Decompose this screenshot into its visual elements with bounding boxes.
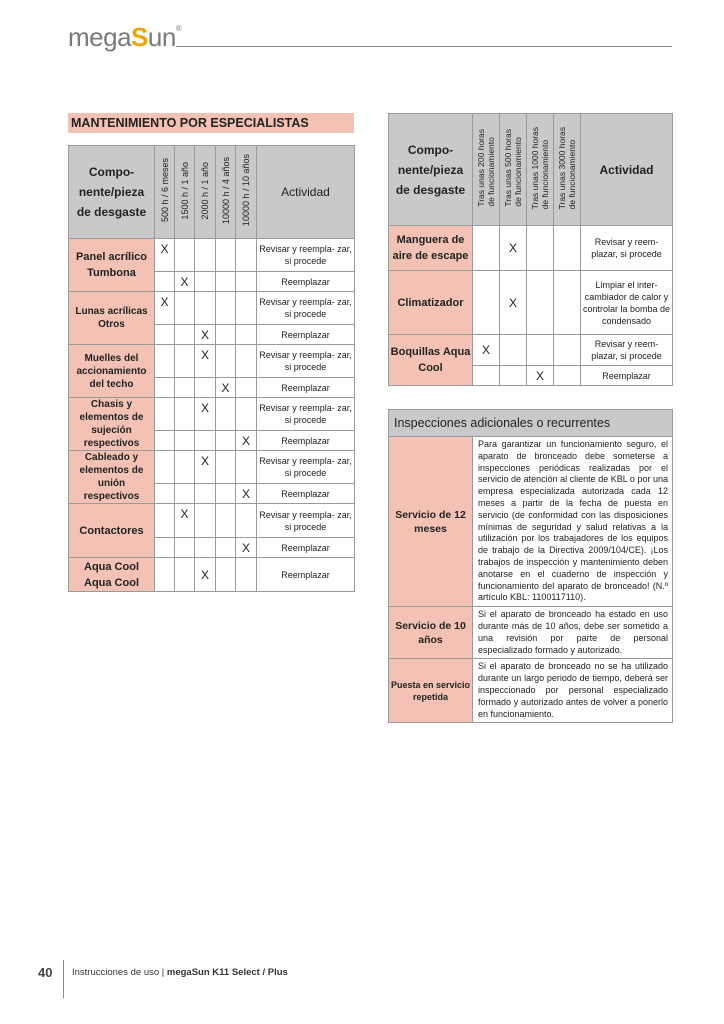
mark-cell — [155, 451, 175, 484]
table-row — [69, 398, 355, 431]
interval-header: Tras unas 200 horas de funcionamiento — [473, 114, 500, 226]
interval-header: 500 h / 6 meses — [155, 146, 175, 239]
activity-cell: Revisar y reem- plazar, si procede — [581, 226, 673, 271]
mark-cell — [175, 558, 195, 592]
mark-cell — [216, 484, 236, 504]
mark-cell: X — [155, 292, 175, 325]
mark-cell — [195, 431, 216, 451]
component-cell: Manguera de aire de escape — [389, 226, 473, 271]
mark-cell — [236, 451, 257, 484]
mark-cell — [216, 345, 236, 378]
mark-cell — [175, 292, 195, 325]
mark-cell: X — [195, 558, 216, 592]
interval-header: Tras unas 3000 horas de funcionamiento — [554, 114, 581, 226]
mark-cell — [175, 345, 195, 378]
component-cell: Boquillas Aqua Cool — [389, 335, 473, 386]
mark-cell — [216, 292, 236, 325]
mark-cell — [216, 272, 236, 292]
mark-cell — [236, 325, 257, 345]
activity-cell: Reemplazar — [257, 431, 355, 451]
mark-cell — [236, 398, 257, 431]
mark-cell — [216, 398, 236, 431]
mark-cell: X — [155, 239, 175, 272]
mark-cell — [473, 226, 500, 271]
mark-cell — [175, 431, 195, 451]
inspection-row — [389, 437, 673, 607]
inspections-table — [388, 409, 673, 723]
mark-cell: X — [473, 335, 500, 366]
inspections-title: Inspecciones adicionales o recurrentes — [389, 410, 673, 437]
inspection-text: Para garantizar un funcionamiento seguro, el aparato de bronceado debe someterse a inspecciones periódicas realizadas por el servicio de atención al cliente de KBL o por una empresa especializada autorizada cada 12 meses a partir de la fecha de puesta en servicio (de conformidad con las disposiciones mínimas de seguridad y salud relativas a la utilización por los trabajadores de los equipos de trabajo de la Directiva 2009/104/CE). ¡Los trabajos de inspección y mantenimiento deben anotarse en el cuaderno de inspección y funcionamiento del aparato de bronceado! (N.º artículo KBL: 1100117110). — [473, 437, 673, 607]
mark-cell: X — [500, 226, 527, 271]
brand-logo: megaSun® — [68, 22, 182, 52]
mark-cell — [155, 378, 175, 398]
mark-cell — [216, 558, 236, 592]
mark-cell — [195, 378, 216, 398]
activity-cell: Revisar y reempla- zar, si procede — [257, 345, 355, 378]
footer-divider — [63, 960, 64, 998]
interval-header: Tras unas 500 horas de funcionamiento — [500, 114, 527, 226]
mark-cell — [236, 558, 257, 592]
mark-cell — [155, 272, 175, 292]
mark-cell: X — [236, 431, 257, 451]
mark-cell: X — [175, 504, 195, 538]
table-row — [389, 271, 673, 335]
table-row — [69, 558, 355, 592]
header-divider — [176, 46, 672, 47]
component-cell: Cableado y elementos de unión respectivos — [69, 451, 155, 504]
activity-cell: Limpiar el inter- cambiador de calor y controlar la bomba de condensado — [581, 271, 673, 335]
mark-cell: X — [195, 451, 216, 484]
component-header: Compo- nente/pieza de desgaste — [389, 114, 473, 226]
mark-cell — [155, 538, 175, 558]
mark-cell: X — [175, 272, 195, 292]
activity-cell: Reemplazar — [257, 325, 355, 345]
interval-header: 10000 h / 10 años — [236, 146, 257, 239]
maintenance-table-hours — [388, 113, 673, 386]
inspection-label: Puesta en servicio repetida — [389, 659, 473, 723]
activity-cell: Reemplazar — [257, 272, 355, 292]
mark-cell — [500, 335, 527, 366]
activity-cell: Reemplazar — [257, 378, 355, 398]
mark-cell — [175, 239, 195, 272]
mark-cell — [175, 451, 195, 484]
mark-cell — [195, 292, 216, 325]
mark-cell — [236, 272, 257, 292]
mark-cell: X — [216, 378, 236, 398]
footer-title: Instrucciones de uso | megaSun K11 Select / Plus — [72, 967, 288, 978]
mark-cell — [554, 335, 581, 366]
mark-cell — [175, 325, 195, 345]
mark-cell: X — [195, 325, 216, 345]
inspection-row — [389, 659, 673, 723]
mark-cell: X — [195, 398, 216, 431]
table-row — [69, 345, 355, 378]
mark-cell — [155, 398, 175, 431]
activity-cell: Revisar y reempla- zar, si procede — [257, 239, 355, 272]
activity-cell: Revisar y reem- plazar, si procede — [581, 335, 673, 366]
activity-cell: Revisar y reempla- zar, si procede — [257, 398, 355, 431]
mark-cell — [216, 504, 236, 538]
table-row — [69, 451, 355, 484]
component-cell: Lunas acrílicas Otros — [69, 292, 155, 345]
mark-cell — [527, 226, 554, 271]
activity-cell: Revisar y reempla- zar, si procede — [257, 451, 355, 484]
mark-cell — [155, 504, 175, 538]
activity-cell: Reemplazar — [581, 366, 673, 386]
mark-cell — [236, 504, 257, 538]
component-cell: Contactores — [69, 504, 155, 558]
mark-cell: X — [236, 484, 257, 504]
interval-header: 2000 h / 1 año — [195, 146, 216, 239]
mark-cell — [216, 325, 236, 345]
mark-cell — [236, 345, 257, 378]
mark-cell — [236, 292, 257, 325]
component-cell: Aqua Cool Aqua Cool — [69, 558, 155, 592]
interval-header: Tras unas 1000 horas de funcionamiento — [527, 114, 554, 226]
activity-cell: Revisar y reempla- zar, si procede — [257, 292, 355, 325]
mark-cell — [175, 538, 195, 558]
inspection-text: Si el aparato de bronceado ha estado en uso durante más de 10 años, debe ser sometido a una revisión por parte de personal especializado formado y autorizado. — [473, 607, 673, 659]
activity-cell: Reemplazar — [257, 538, 355, 558]
mark-cell — [216, 431, 236, 451]
mark-cell — [554, 271, 581, 335]
mark-cell — [175, 398, 195, 431]
mark-cell — [195, 538, 216, 558]
mark-cell — [195, 272, 216, 292]
mark-cell — [527, 335, 554, 366]
mark-cell — [195, 504, 216, 538]
mark-cell — [175, 484, 195, 504]
activity-header: Actividad — [257, 146, 355, 239]
mark-cell — [473, 366, 500, 386]
interval-header: 10000 h / 4 años — [216, 146, 236, 239]
mark-cell — [236, 239, 257, 272]
mark-cell — [195, 484, 216, 504]
mark-cell — [216, 538, 236, 558]
page-number: 40 — [38, 965, 53, 980]
interval-header: 1500 h / 1 año — [175, 146, 195, 239]
component-cell: Climatizador — [389, 271, 473, 335]
table-row — [389, 335, 673, 366]
maintenance-table — [68, 145, 355, 592]
mark-cell: X — [236, 538, 257, 558]
mark-cell — [155, 431, 175, 451]
component-header: Compo- nente/pieza de desgaste — [69, 146, 155, 239]
mark-cell — [473, 271, 500, 335]
table-row — [69, 292, 355, 325]
mark-cell — [216, 239, 236, 272]
table-row — [69, 239, 355, 272]
mark-cell — [195, 239, 216, 272]
mark-cell — [554, 366, 581, 386]
activity-cell: Reemplazar — [257, 558, 355, 592]
table-row — [389, 226, 673, 271]
mark-cell — [155, 484, 175, 504]
left-section-title: MANTENIMIENTO POR ESPECIALISTAS — [68, 113, 354, 133]
mark-cell — [155, 345, 175, 378]
inspection-text: Si el aparato de bronceado no se ha utilizado durante un largo periodo de tiempo, deberá ser inspeccionado por personal especializado formado y autorizado antes de volver a ponerlo en funcionamiento. — [473, 659, 673, 723]
mark-cell — [155, 558, 175, 592]
component-cell: Muelles del accionamiento del techo — [69, 345, 155, 398]
activity-header: Actividad — [581, 114, 673, 226]
mark-cell — [500, 366, 527, 386]
inspection-label: Servicio de 10 años — [389, 607, 473, 659]
mark-cell — [236, 378, 257, 398]
mark-cell — [175, 378, 195, 398]
table-row — [69, 504, 355, 538]
component-cell: Panel acrílico Tumbona — [69, 239, 155, 292]
mark-cell: X — [527, 366, 554, 386]
mark-cell — [554, 226, 581, 271]
inspection-row — [389, 607, 673, 659]
mark-cell — [216, 451, 236, 484]
mark-cell — [527, 271, 554, 335]
mark-cell — [155, 325, 175, 345]
mark-cell: X — [500, 271, 527, 335]
activity-cell: Reemplazar — [257, 484, 355, 504]
inspection-label: Servicio de 12 meses — [389, 437, 473, 607]
component-cell: Chasis y elementos de sujeción respectivos — [69, 398, 155, 451]
mark-cell: X — [195, 345, 216, 378]
activity-cell: Revisar y reempla- zar, si procede — [257, 504, 355, 538]
